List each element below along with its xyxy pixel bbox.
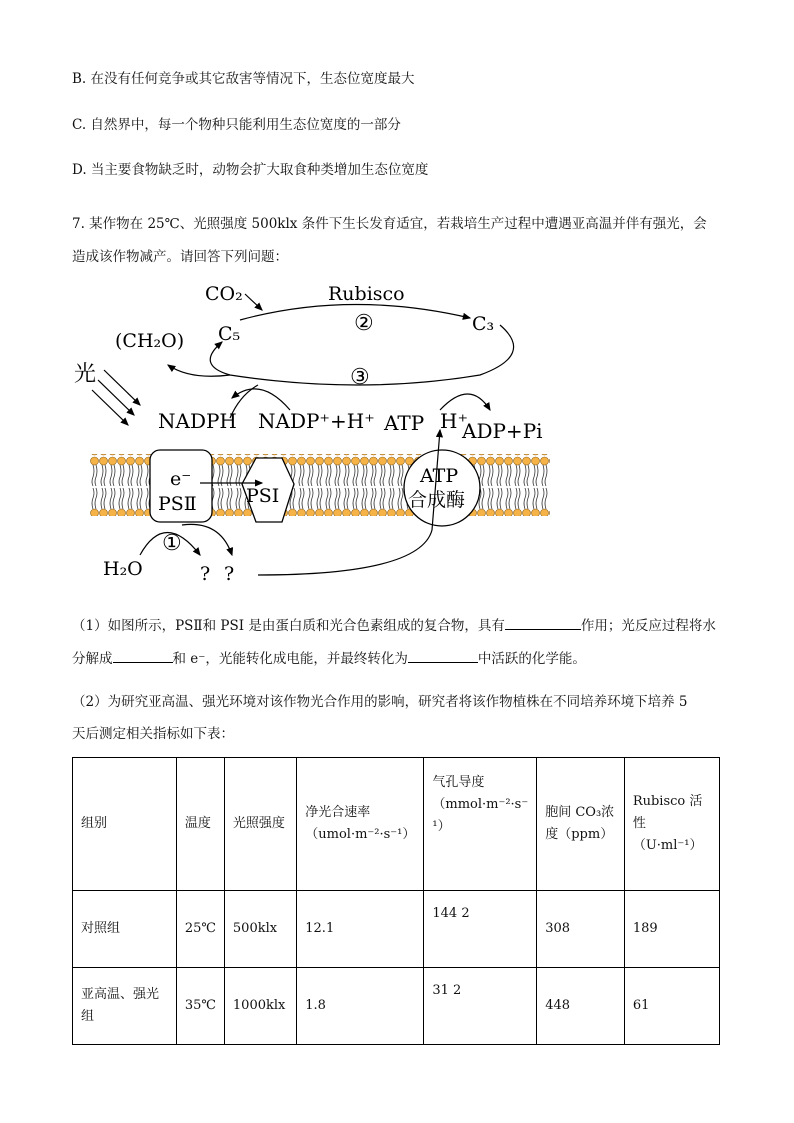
cell-rate: 12.1	[297, 891, 424, 968]
cell-temp: 35℃	[176, 968, 224, 1045]
header-stomata-3: ¹）	[432, 819, 451, 835]
header-rubisco-1: Rubisco 活性	[632, 793, 703, 831]
part1-line2	[72, 647, 586, 667]
question7-line1: 7. 某作物在 25℃、光照强度 500klx 条件下生长发育适宜，若栽培生产过程中遭遇亚高温并伴有强光，会	[72, 216, 707, 232]
nadp-label: NADP⁺+H⁺	[258, 409, 375, 433]
header-group: 组别	[73, 758, 177, 891]
cell-co2: 308	[537, 891, 625, 968]
header-stomata	[424, 758, 537, 891]
cell-stomata: 31 2	[424, 968, 537, 1045]
cell-co2: 448	[537, 968, 625, 1045]
part1-text-a: （1）如图所示，PSⅡ和 PSI 是由蛋白质和光合色素组成的复合物，具有	[72, 618, 505, 634]
atp-synthase	[404, 450, 480, 526]
light-ray-3	[92, 390, 128, 425]
table-header-row	[73, 758, 720, 891]
header-light: 光照强度	[224, 758, 296, 891]
header-stomata-1: 气孔导度	[432, 775, 485, 790]
nadph-label: NADPH	[158, 409, 237, 433]
photosynthesis-diagram	[0, 270, 794, 590]
product-unknown-2: ?	[224, 563, 235, 585]
option-c: C. 自然界中，每一个物种只能利用生态位宽度的一部分	[72, 117, 401, 133]
part1-text-c: 分解成	[72, 651, 113, 667]
header-co2-1: 胞间 CO₃浓	[545, 804, 615, 820]
atp-synthase-label-1: ATP	[420, 465, 459, 487]
header-rate-2: （umol·m⁻²·s⁻¹）	[305, 827, 416, 842]
header-temp: 温度	[176, 758, 224, 891]
step-3-label: ③	[350, 365, 370, 390]
step-2-label: ②	[354, 311, 374, 336]
co2-arrow	[245, 294, 262, 310]
answer-blank-3[interactable]	[408, 662, 478, 663]
cell-light: 500klx	[224, 891, 296, 968]
cell-rubisco: 189	[624, 891, 719, 968]
step-1-label: ①	[162, 531, 182, 556]
electron-label: e⁻	[170, 468, 192, 490]
ch2o-arrow	[168, 365, 230, 376]
cell-group: 对照组	[73, 891, 177, 968]
ch2o-label: (CH₂O)	[115, 330, 185, 352]
co2-label: CO₂	[205, 283, 243, 305]
header-rate	[297, 758, 424, 891]
table-row	[73, 968, 720, 1045]
part1-text-e: 中活跃的化学能。	[477, 651, 586, 667]
part1-line1	[72, 614, 716, 634]
part1-text-d: 和 e⁻，光能转化成电能，并最终转化为	[172, 651, 408, 667]
light-label: 光	[74, 362, 97, 387]
light-ray-2	[98, 380, 134, 415]
cell-rubisco: 61	[624, 968, 719, 1045]
hplus-label: H⁺	[440, 409, 468, 433]
option-b: B. 在没有任何竞争或其它敌害等情况下，生态位宽度最大	[72, 71, 415, 87]
table-row	[73, 891, 720, 968]
answer-blank-2[interactable]	[113, 662, 173, 663]
header-co2-2: 度（ppm）	[545, 827, 614, 842]
c3-label: C₃	[472, 313, 495, 335]
ps1-label: PSⅠ	[246, 485, 280, 507]
answer-blank-1[interactable]	[505, 629, 581, 630]
cell-rate: 1.8	[297, 968, 424, 1045]
ps2-label: PSⅡ	[158, 493, 197, 515]
adp-label: ADP+Pi	[462, 419, 543, 443]
header-rate-1: 净光合速率	[305, 804, 371, 820]
cell-group: 亚高温、强光组	[73, 968, 177, 1045]
rubisco-label: Rubisco	[328, 283, 405, 305]
part2-line2: 天后测定相关指标如下表：	[72, 726, 234, 742]
c5-label: C₅	[218, 323, 241, 345]
cell-stomata: 144 2	[424, 891, 537, 968]
part2-line1: （2）为研究亚高温、强光环境对该作物光合作用的影响，研究者将该作物植株在不同培养环境下培养 5	[72, 694, 688, 710]
cell-temp: 25℃	[176, 891, 224, 968]
light-ray-1	[104, 370, 140, 405]
atp-label: ATP	[384, 411, 425, 435]
header-co2	[537, 758, 625, 891]
product-unknown-1: ?	[200, 563, 211, 585]
part1-text-b: 作用；光反应过程将水	[580, 618, 716, 634]
h2o-label: H₂O	[103, 558, 143, 580]
header-rubisco	[624, 758, 719, 891]
results-table	[72, 757, 720, 1045]
question7-line2: 造成该作物减产。请回答下列问题：	[72, 249, 288, 265]
header-rubisco-2: （U·ml⁻¹）	[632, 838, 703, 854]
water-split-arrow-2	[182, 524, 232, 555]
atp-synthase-label-2: 合成酶	[408, 489, 466, 511]
header-stomata-2: （mmol·m⁻²·s⁻	[432, 797, 529, 813]
option-d: D. 当主要食物缺乏时，动物会扩大取食种类增加生态位宽度	[72, 162, 429, 178]
cell-light: 1000klx	[224, 968, 296, 1045]
adp-to-atp-arrow	[440, 394, 490, 410]
